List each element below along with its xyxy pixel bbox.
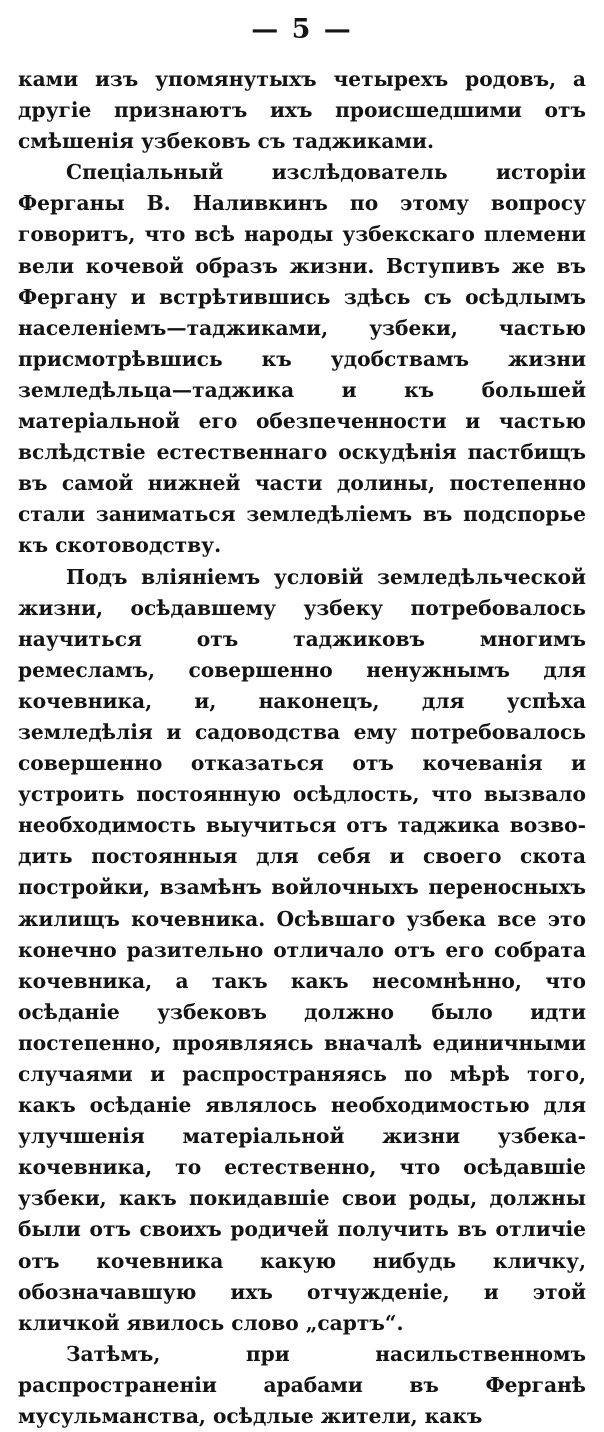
paragraph-3: Подъ вліяніемъ условій земледѣльческой жизни, осѣдавшему узбеку потребовалось научиться отъ таджиковъ многимъ ремесламъ, совершенно ненужнымъ для кочевника, и, наконецъ, для успѣха земледѣлія и садоводства ему потребовалось совершенно отказаться отъ кочеванія и устроить постоянную осѣдлость, что вызвало необходимость выучиться отъ таджика возводить постоянныя для себя и своего скота постройки, взамѣнъ войлочныхъ переносныхъ жилищъ кочевника. Осѣвшаго узбека все это конечно разительно отличало отъ его собрата кочевника, а такъ какъ несомнѣнно, что осѣданіе узбековъ должно было идти постепенно, проявляясь вначалѣ единичными случаями и распространяясь по мѣрѣ того, какъ осѣданіе являлось необходимостью для улучшенія матеріальной жизни узбека-кочевника, то естественно, что осѣдавшіе узбеки, какъ покидавшіе свои роды, должны были отъ своихъ родичей получить въ отличіе отъ кочевника какую нибудь кличку, обозначавшую ихъ отчужденіе, и этой кличкой явилось слово „сартъ“. xyxy=(18,564,586,1335)
paragraph-4: Затѣмъ, при насильственномъ распространеніи арабами въ Ферганѣ мусульманства, осѣдлые жители, какъ xyxy=(18,1341,586,1429)
paragraph-2: Спеціальный изслѣдователь исторіи Ферганы В. Наливкинъ по этому вопросу говоритъ, что всѣ народы узбекскаго племени вели кочевой образъ жизни. Вступивъ же въ Фергану и встрѣтившись здѣсь съ осѣдлымъ населеніемъ—таджиками, узбеки, частью присмотрѣвшись къ удобствамъ жизни земледѣльца—таджика и къ большей матеріальной его обезпеченности и частью вслѣдствіе естественнаго оскудѣнія пастбищъ въ самой нижней части долины, постепенно стали заниматься земледѣліемъ въ подспорье къ скотоводству. xyxy=(18,160,586,558)
page-number: — 5 — xyxy=(251,14,353,45)
body-text xyxy=(18,64,586,1432)
paragraph-1: ками изъ упомянутыхъ четырехъ родовъ, а другіе признаютъ ихъ происшедшими отъ смѣшенія узбековъ съ таджиками. xyxy=(18,67,586,154)
document-page xyxy=(18,10,586,1429)
